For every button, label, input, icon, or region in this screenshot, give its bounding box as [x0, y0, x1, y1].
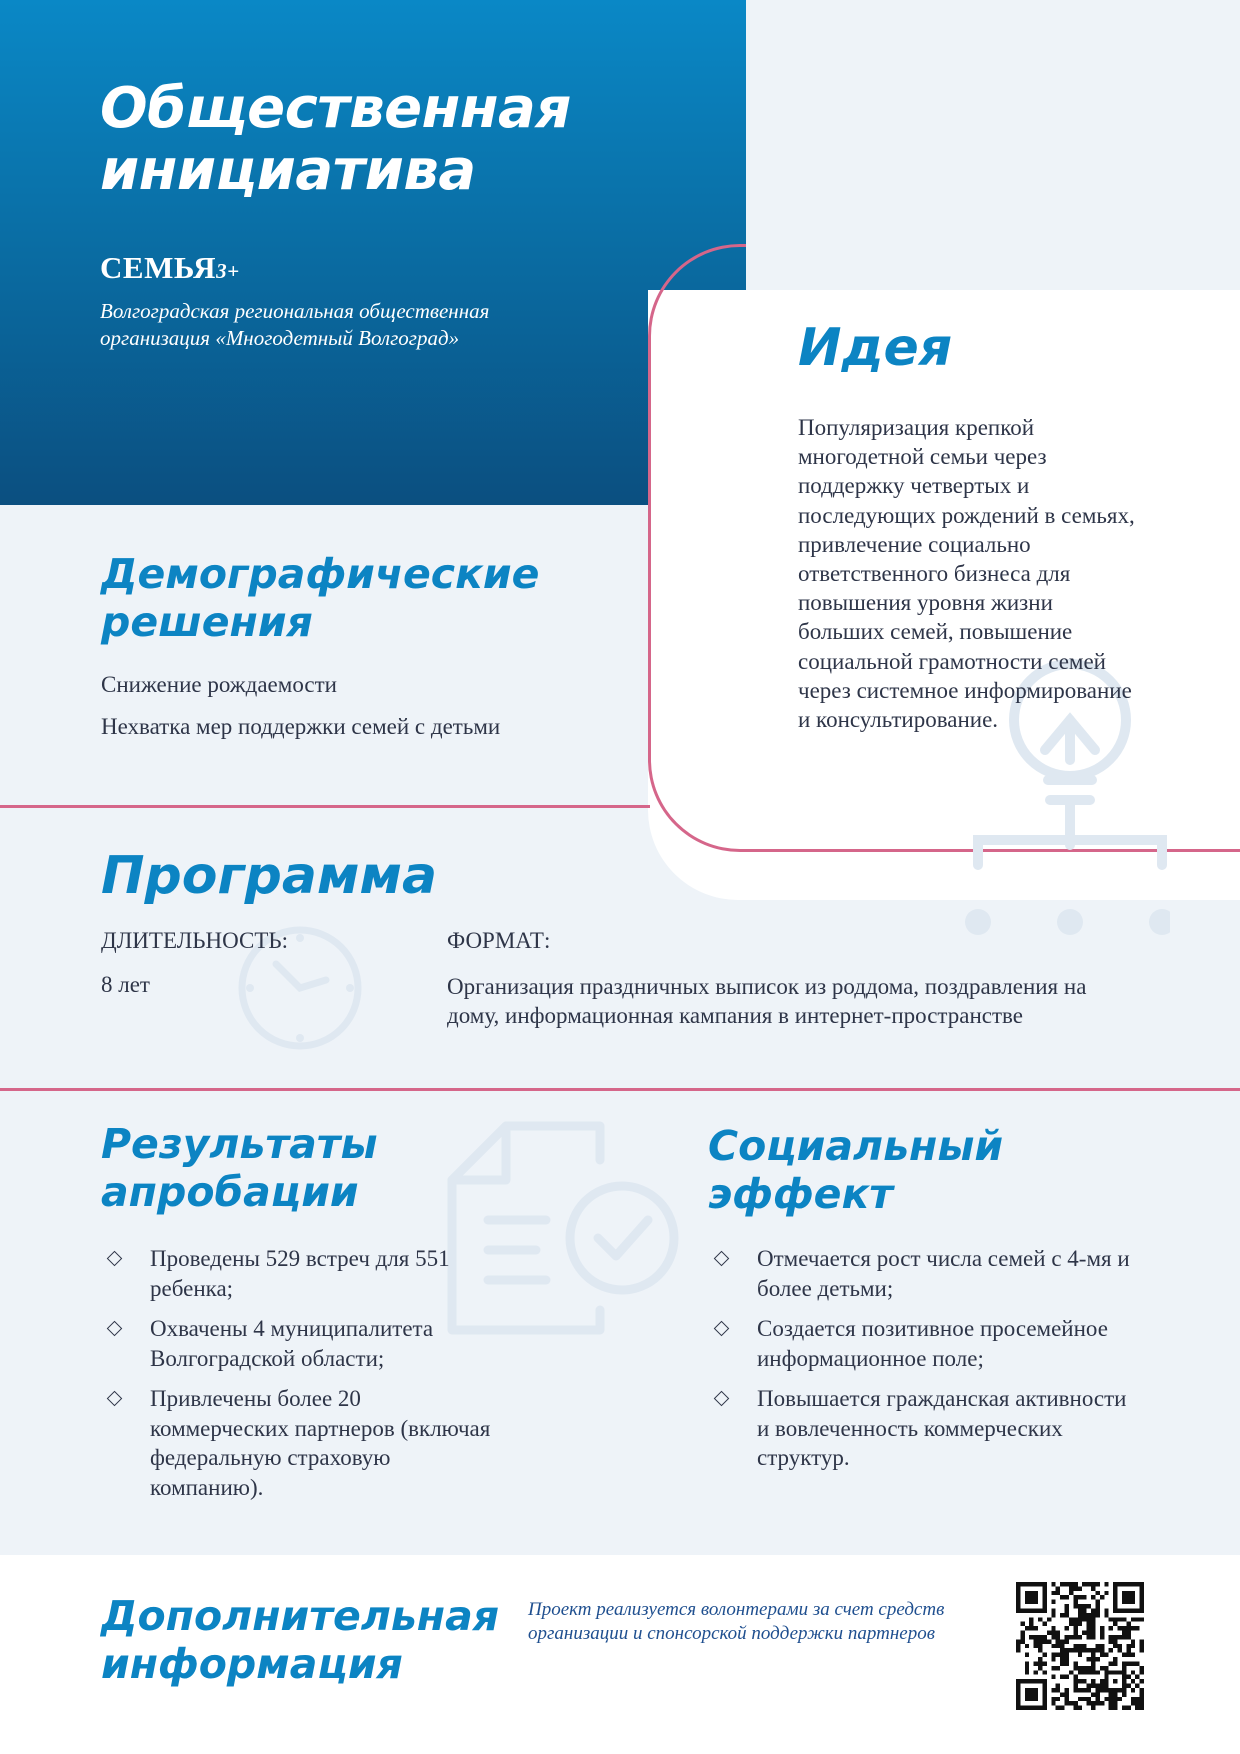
results-list [101, 1244, 501, 1513]
results-item-text: Привлечены более 20 коммерческих партнеров (включая федеральную страховую компанию). [150, 1386, 491, 1500]
social-effect-list [708, 1244, 1138, 1484]
page-title [100, 78, 720, 202]
idea-title: Идея [798, 318, 953, 378]
social-title-line1: Социальный [708, 1122, 1004, 1170]
diamond-bullet-icon [107, 1391, 123, 1407]
results-title [101, 1120, 541, 1216]
idea-top-strip [746, 244, 1240, 290]
demographic-item: Нехватка мер поддержки семей с детьми [101, 714, 501, 739]
results-title-line1: Результаты [101, 1120, 378, 1168]
idea-line: через системное информирование [798, 677, 1132, 703]
idea-line: больших семей, повышение [798, 619, 1073, 645]
idea-line: многодетной семьи через [798, 444, 1047, 470]
idea-line: последующих рождений в семьях, [798, 502, 1135, 528]
footer-title [101, 1592, 501, 1688]
list-item [708, 1244, 1138, 1303]
qr-code-icon[interactable] [1016, 1582, 1144, 1710]
social-item-text: Повышается гражданская активности и вовлеченность коммерческих структур. [757, 1386, 1127, 1470]
org-line2: организация «Многодетный Волгоград» [100, 326, 460, 350]
organization-name [100, 298, 620, 352]
demographic-title [101, 550, 601, 646]
divider-line [0, 1088, 1240, 1091]
list-item [101, 1244, 501, 1303]
format-line2: дому, информационная кампания в интернет-пространстве [447, 1003, 1023, 1028]
format-value [447, 972, 1207, 1030]
demographic-title-line1: Демографические [101, 550, 540, 598]
idea-line: повышения уровня жизни [798, 590, 1053, 616]
diamond-bullet-icon [714, 1251, 730, 1267]
list-item [101, 1314, 501, 1373]
diamond-bullet-icon [714, 1321, 730, 1337]
footer-title-line1: Дополнительная [101, 1592, 500, 1640]
duration-value: 8 лет [101, 972, 150, 997]
list-item [708, 1314, 1138, 1373]
divider-line [0, 805, 650, 808]
idea-line: ответственного бизнеса для [798, 561, 1071, 587]
list-item [101, 1384, 501, 1502]
footer-title-line2: информация [101, 1640, 403, 1688]
program-title: Программа [101, 846, 438, 906]
idea-description [798, 413, 1198, 734]
results-title-line2: апробации [101, 1168, 359, 1216]
results-item-text: Проведены 529 встреч для 551 ребенка; [150, 1246, 450, 1301]
social-title-line2: эффект [708, 1170, 894, 1218]
list-item [708, 1384, 1138, 1473]
org-line1: Волгоградская региональная общественная [100, 299, 490, 323]
social-item-text: Отмечается рост числа семей с 4-мя и более детьми; [757, 1246, 1130, 1301]
demographic-item: Снижение рождаемости [101, 672, 337, 697]
logo-area [746, 0, 1240, 244]
format-line1: Организация праздничных выписок из роддома, поздравления на [447, 974, 1087, 999]
idea-line: и консультирование. [798, 707, 999, 733]
social-item-text: Создается позитивное просемейное информационное поле; [757, 1316, 1108, 1371]
page-title-line1: Общественная [100, 76, 571, 141]
social-effect-title [708, 1122, 1148, 1218]
idea-line: Популяризация крепкой [798, 415, 1035, 440]
page-title-line2: инициатива [100, 138, 476, 203]
diamond-bullet-icon [107, 1251, 123, 1267]
idea-line: социальной грамотности семей [798, 648, 1106, 674]
duration-label: ДЛИТЕЛЬНОСТЬ: [101, 928, 288, 953]
brand-text: СЕМЬЯ [100, 250, 217, 285]
brand-suffix: 3+ [216, 259, 240, 283]
idea-line: поддержку четвертых и [798, 473, 1030, 499]
format-label: ФОРМАТ: [447, 928, 551, 953]
footer-note: Проект реализуется волонтерами за счет средств организации и спонсорской поддержки партнеров [528, 1599, 945, 1644]
diamond-bullet-icon [107, 1321, 123, 1337]
diamond-bullet-icon [714, 1391, 730, 1407]
results-item-text: Охвачены 4 муниципалитета Волгоградской области; [150, 1316, 434, 1371]
idea-line: привлечение социально [798, 531, 1031, 557]
brand-name [100, 250, 240, 286]
demographic-title-line2: решения [101, 598, 313, 646]
